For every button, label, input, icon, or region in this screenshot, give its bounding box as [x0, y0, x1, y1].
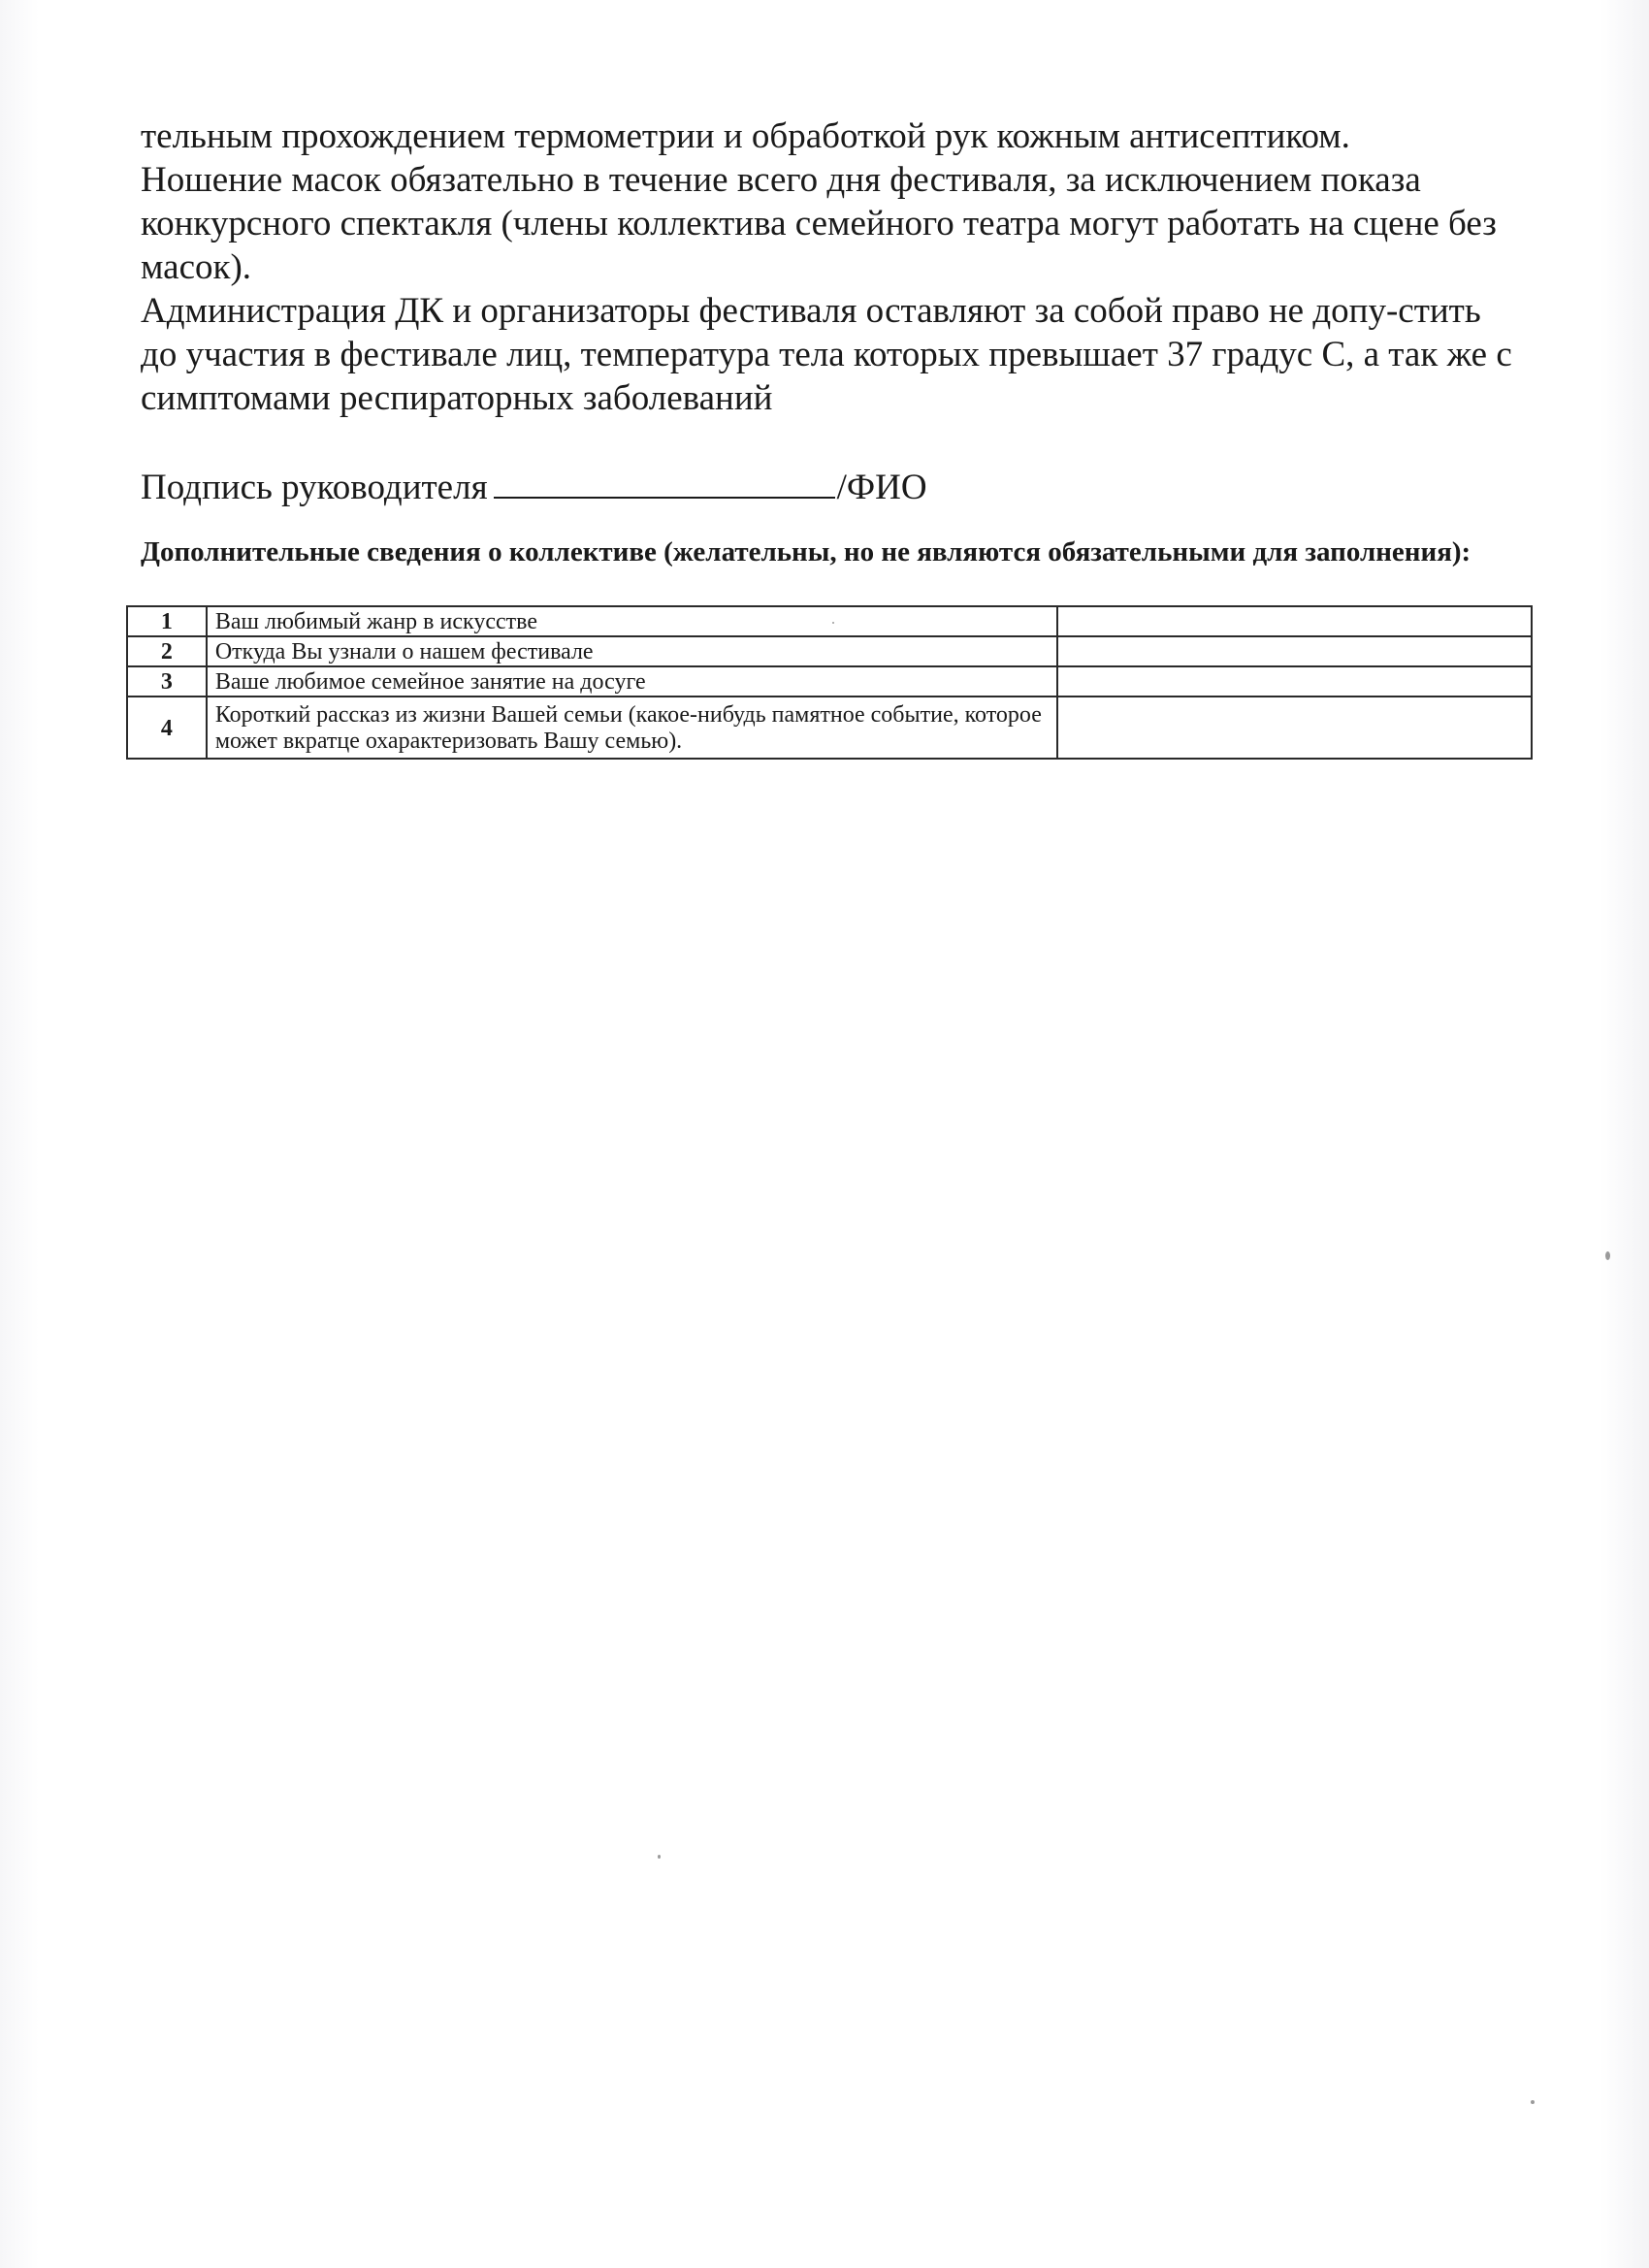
- scan-speck: [832, 622, 834, 624]
- extra-info-heading: Дополнительные сведения о коллективе (желательны, но не являются обязательными для заполнения):: [141, 536, 1471, 567]
- row-answer-cell[interactable]: [1057, 606, 1532, 636]
- row-question: Короткий рассказ из жизни Вашей семьи (какое-нибудь памятное событие, которое может вкратце охарактеризовать Вашу семью).: [207, 697, 1057, 759]
- signature-line: [141, 464, 927, 509]
- row-question: Откуда Вы узнали о нашем фестивале: [207, 636, 1057, 666]
- paragraph-administration: Администрация ДК и организаторы фестиваля оставляют за собой право не допу-стить до участия в фестивале лиц, температура тела которых превышает 37 градус С, а так же с симптомами респираторных заболеваний: [141, 291, 1512, 418]
- table-row: [127, 666, 1532, 697]
- extra-info-table: [126, 605, 1533, 760]
- scan-speck: [1605, 1251, 1610, 1260]
- scan-speck: [658, 1855, 661, 1859]
- signature-label: Подпись руководителя: [141, 468, 488, 507]
- paragraph-thermometry: тельным прохождением термометрии и обработкой рук кожным антисептиком.: [141, 116, 1350, 156]
- row-number: 2: [127, 636, 207, 666]
- row-number: 1: [127, 606, 207, 636]
- row-answer-cell[interactable]: [1057, 697, 1532, 759]
- scan-speck: [1531, 2100, 1535, 2104]
- row-number: 3: [127, 666, 207, 697]
- body-text: [141, 114, 1518, 420]
- table-row: [127, 606, 1532, 636]
- row-number: 4: [127, 697, 207, 759]
- paragraph-masks: Ношение масок обязательно в течение всего дня фестиваля, за исключением показа конкурсного спектакля (члены коллектива семейного театра могут работать на сцене без масок).: [141, 160, 1497, 287]
- table-row: [127, 636, 1532, 666]
- row-answer-cell[interactable]: [1057, 666, 1532, 697]
- signature-blank[interactable]: [494, 464, 835, 499]
- row-question: Ваше любимое семейное занятие на досуге: [207, 666, 1057, 697]
- row-question: Ваш любимый жанр в искусстве: [207, 606, 1057, 636]
- row-answer-cell[interactable]: [1057, 636, 1532, 666]
- signature-suffix: /ФИО: [836, 468, 927, 507]
- table-row: [127, 697, 1532, 759]
